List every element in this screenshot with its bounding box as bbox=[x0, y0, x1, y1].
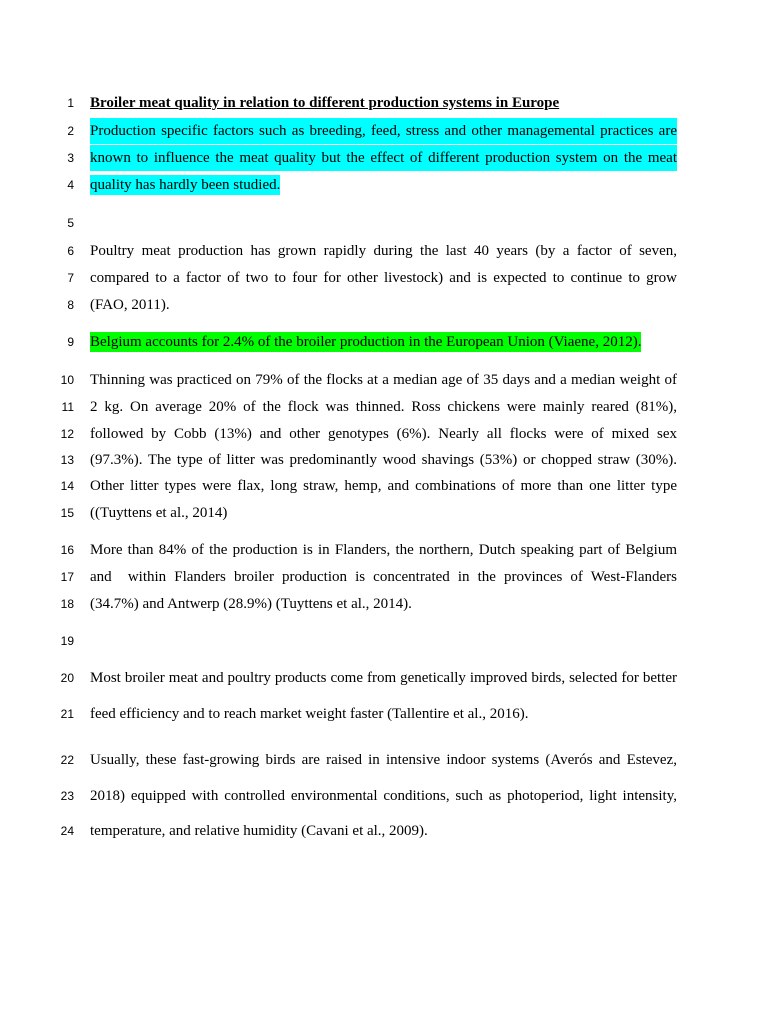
line-5 bbox=[0, 210, 768, 236]
line-number: 6 bbox=[67, 244, 74, 258]
paragraph-line: (34.7%) and Antwerp (28.9%) (Tuyttens et al., 2014). bbox=[90, 596, 412, 612]
line-number: 20 bbox=[60, 671, 74, 685]
paragraph-line: ((Tuyttens et al., 2014) bbox=[90, 505, 228, 521]
line-12 bbox=[0, 421, 768, 447]
line-1 bbox=[0, 90, 768, 116]
line-22 bbox=[0, 747, 768, 773]
line-number: 2 bbox=[67, 124, 74, 138]
line-23 bbox=[0, 783, 768, 809]
paragraph-line: 2 kg. On average 20% of the flock was thinned. Ross chickens were mainly reared (81%), bbox=[90, 399, 677, 415]
line-16 bbox=[0, 537, 768, 563]
line-10 bbox=[0, 367, 768, 393]
paragraph-line: (FAO, 2011). bbox=[90, 297, 170, 313]
line-4 bbox=[0, 172, 768, 198]
line-number: 12 bbox=[60, 427, 74, 441]
line-number: 4 bbox=[67, 178, 74, 192]
line-2 bbox=[0, 118, 768, 144]
line-number: 5 bbox=[67, 216, 74, 230]
line-20 bbox=[0, 665, 768, 691]
title-text: Broiler meat quality in relation to different production systems in Europe bbox=[90, 95, 560, 111]
line-6 bbox=[0, 238, 768, 264]
line-number: 21 bbox=[60, 707, 74, 721]
line-7 bbox=[0, 265, 768, 291]
line-18 bbox=[0, 591, 768, 617]
line-number: 10 bbox=[60, 373, 74, 387]
line-number: 1 bbox=[67, 96, 74, 110]
line-number: 13 bbox=[60, 453, 74, 467]
line-number: 16 bbox=[60, 543, 74, 557]
paragraph-line: 2018) equipped with controlled environmental conditions, such as photoperiod, light intensity, bbox=[90, 788, 677, 804]
line-number: 3 bbox=[67, 151, 74, 165]
paragraph-line: and within Flanders broiler production is concentrated in the provinces of West-Flanders bbox=[90, 569, 677, 585]
line-number: 14 bbox=[60, 479, 74, 493]
line-number: 9 bbox=[67, 335, 74, 349]
document-title bbox=[90, 90, 677, 116]
paragraph-line: temperature, and relative humidity (Cavani et al., 2009). bbox=[90, 823, 428, 839]
line-number: 18 bbox=[60, 597, 74, 611]
line-number: 8 bbox=[67, 298, 74, 312]
line-number: 15 bbox=[60, 506, 74, 520]
paragraph-line: Poultry meat production has grown rapidly during the last 40 years (by a factor of seven, bbox=[90, 243, 677, 259]
line-17 bbox=[0, 564, 768, 590]
line-number: 23 bbox=[60, 789, 74, 803]
line-number: 19 bbox=[60, 634, 74, 648]
line-9 bbox=[0, 329, 768, 355]
paragraph-line bbox=[90, 172, 677, 198]
line-21 bbox=[0, 701, 768, 727]
line-24 bbox=[0, 818, 768, 844]
line-number: 7 bbox=[67, 271, 74, 285]
line-15 bbox=[0, 500, 768, 526]
line-number: 17 bbox=[60, 570, 74, 584]
paragraph-line: More than 84% of the production is in Flanders, the northern, Dutch speaking part of Belgium bbox=[90, 542, 677, 558]
highlighted-text-cyan: quality has hardly been studied. bbox=[90, 177, 281, 193]
line-3 bbox=[0, 145, 768, 171]
line-number: 24 bbox=[60, 824, 74, 838]
paragraph-line: Thinning was practiced on 79% of the flocks at a median age of 35 days and a median weight of bbox=[90, 372, 677, 388]
highlighted-text-cyan: Production specific factors such as breeding, feed, stress and other managemental practices are bbox=[90, 118, 677, 144]
paragraph-line: compared to a factor of two to four for other livestock) and is expected to continue to grow bbox=[90, 270, 677, 286]
paragraph-line: Other litter types were flax, long straw, hemp, and combinations of more than one litter type bbox=[90, 478, 677, 494]
line-13 bbox=[0, 447, 768, 473]
paragraph-line: (97.3%). The type of litter was predominantly wood shavings (53%) or chopped straw (30%). bbox=[90, 452, 677, 468]
line-14 bbox=[0, 473, 768, 499]
paragraph-line: Usually, these fast-growing birds are raised in intensive indoor systems (Averós and Estevez, bbox=[90, 752, 677, 768]
highlighted-text-green: Belgium accounts for 2.4% of the broiler production in the European Union (Viaene, 2012). bbox=[90, 334, 642, 350]
paragraph-line: feed efficiency and to reach market weight faster (Tallentire et al., 2016). bbox=[90, 706, 529, 722]
line-19 bbox=[0, 628, 768, 654]
paragraph-line bbox=[90, 329, 677, 355]
paragraph-line: followed by Cobb (13%) and other genotypes (6%). Nearly all flocks were of mixed sex bbox=[90, 426, 677, 442]
paragraph-line: Most broiler meat and poultry products come from genetically improved birds, selected for better bbox=[90, 670, 677, 686]
line-8 bbox=[0, 292, 768, 318]
line-11 bbox=[0, 394, 768, 420]
line-number: 11 bbox=[61, 400, 74, 414]
line-number: 22 bbox=[60, 753, 74, 767]
highlighted-text-cyan: known to influence the meat quality but the effect of different production system on the meat bbox=[90, 145, 677, 171]
